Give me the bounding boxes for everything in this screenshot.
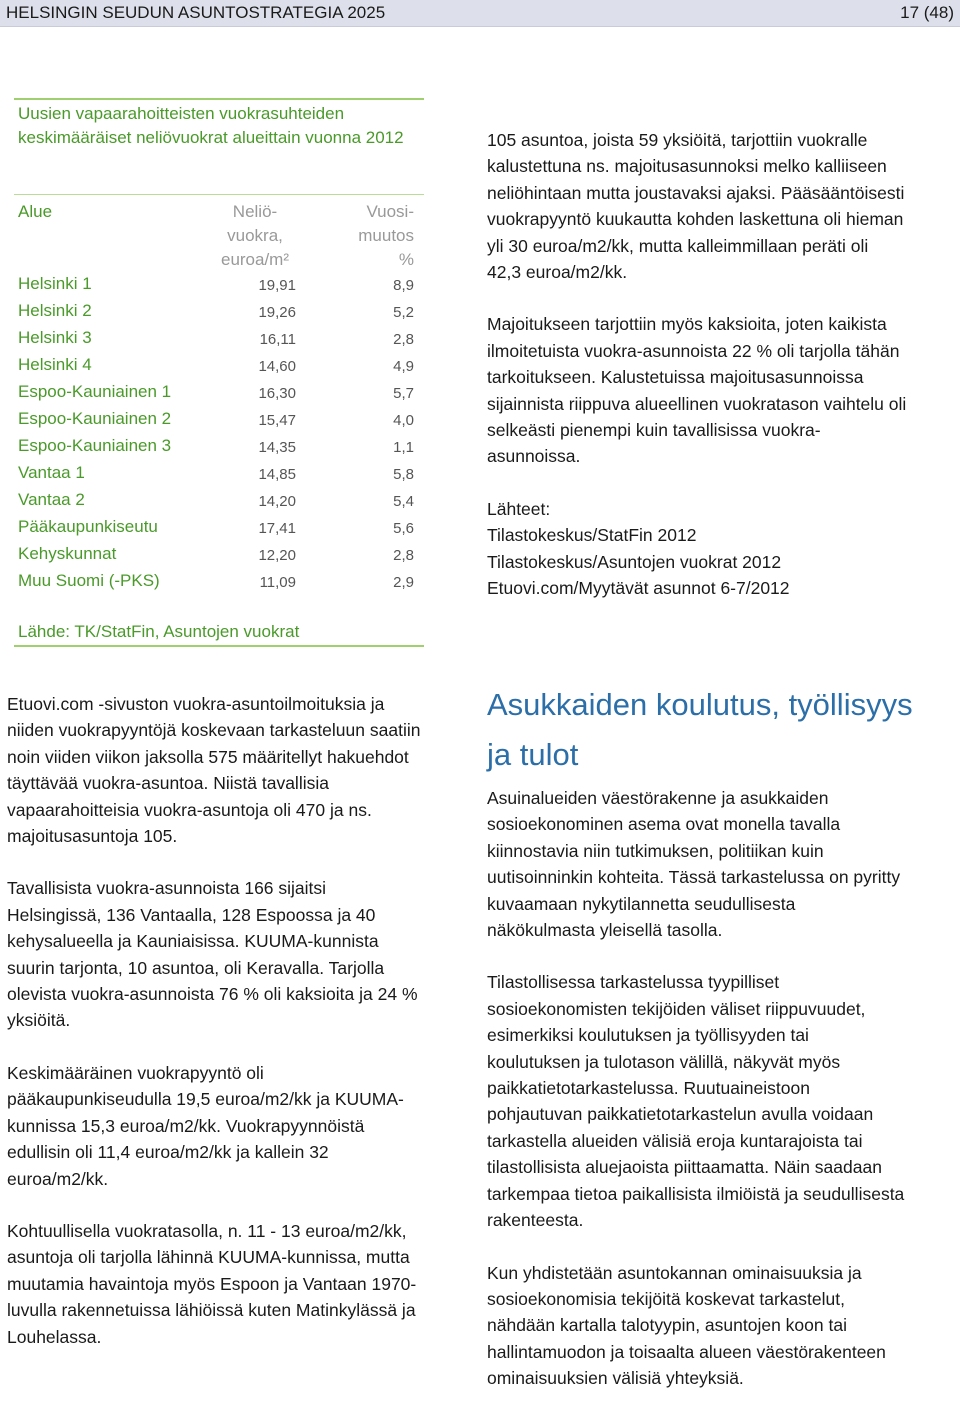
- row-rent: 15,47: [258, 412, 296, 429]
- source-item: Tilastokeskus/StatFin 2012: [487, 525, 697, 546]
- row-change: 5,4: [393, 493, 414, 510]
- row-rent: 17,41: [258, 520, 296, 537]
- document-title: HELSINGIN SEUDUN ASUNTOSTRATEGIA 2025: [6, 3, 386, 22]
- table-row: [14, 434, 424, 461]
- row-area: Helsinki 4: [18, 355, 92, 374]
- column-header-change-line3: %: [398, 250, 414, 269]
- row-change: 2,8: [393, 331, 414, 348]
- sources-label: Lähteet:: [487, 498, 551, 519]
- row-rent: 19,26: [258, 304, 296, 321]
- row-area: Espoo-Kauniainen 1: [18, 382, 172, 401]
- table-source: Lähde: TK/StatFin, Asuntojen vuokrat: [18, 622, 300, 641]
- table-top-rule: [14, 98, 424, 100]
- row-rent: 14,85: [258, 466, 296, 483]
- paragraph: Kohtuullisella vuokratasolla, n. 11 - 13 euroa/m2/kk, asuntoja oli tarjolla lähinnä KUUMA-kunnissa, mutta muutamia havaintoja myös Espoon ja Vantaan 1970-luvulla rakennetuissa lähiöissä kuten Matinkylässä ja Louhelassa.: [7, 1220, 417, 1347]
- row-rent: 12,20: [258, 547, 296, 564]
- row-rent: 14,20: [258, 493, 296, 510]
- rent-table: [14, 98, 424, 658]
- table-row: [14, 461, 424, 488]
- row-area: Kehyskunnat: [18, 544, 117, 563]
- row-rent: 16,30: [258, 385, 296, 402]
- row-area: Muu Suomi (-PKS): [18, 571, 160, 590]
- row-area: Espoo-Kauniainen 2: [18, 409, 172, 428]
- section-heading: Asukkaiden koulutus, työllisyys ja tulot: [487, 687, 913, 772]
- column-header-change: [314, 200, 414, 272]
- paragraph: Tavallisista vuokra-asunnoista 166 sijaitsi Helsingissä, 136 Vantaalla, 128 Espoossa ja 40 kehysalueella ja Kauniaisissa. KUUMA-kunnista suurin tarjonta, 10 asuntoa, oli Keravalla. Tarjolla olevista vuokra-asunnoista 76 % oli kaksioita ja 24 % yksiöitä.: [7, 878, 418, 1031]
- row-change: 2,8: [393, 547, 414, 564]
- column-header-rent: [210, 200, 300, 272]
- paragraph: Keskimääräinen vuokrapyyntö oli pääkaupunkiseudulla 19,5 euroa/m2/kk ja KUUMA-kunnissa 15,3 euroa/m2/kk. Vuokrapyynnöistä edullisin oli 11,4 euroa/m2/kk ja kallein 32 euroa/m2/kk.: [7, 1062, 404, 1189]
- paragraph: Majoitukseen tarjottiin myös kaksioita, joten kaikista ilmoitetuista vuokra-asunnoista 22 % oli tarjolla tähän tarkoitukseen. Kalustetuissa majoitusasunnoissa sijainnista riippuva alueellinen vuokratason vaihtelu oli selkeästi pienempi kuin tavallisissa vuokra-asunnoissa.: [487, 314, 907, 467]
- table-row: [14, 353, 424, 380]
- row-area: Pääkaupunkiseutu: [18, 517, 158, 536]
- paragraph: Tilastollisessa tarkastelussa tyypilliset sosioekonomisten tekijöiden väliset riippuvuudet, esimerkiksi koulutuksen ja työllisyyden tai koulutuksen ja tulotason välillä, näkyvät myös paikkatietotarkastelussa. Ruutuaineistoon pohjautuvan paikkatietotarkastelun avulla voidaan tarkastella alueiden välisiä eroja kuntarajoista tai tilastollisista aluejaoista piittaamatta. Näin saadaan tarkempaa tietoa paikallisista ilmiöistä ja seudullisesta rakenteesta.: [487, 972, 905, 1231]
- sources-list: [487, 496, 907, 602]
- table-row: [14, 326, 424, 353]
- row-change: 1,1: [393, 439, 414, 456]
- table-header-rule: [14, 194, 424, 195]
- column-header-rent-line3: euroa/m²: [220, 250, 290, 269]
- table-row: [14, 299, 424, 326]
- source-item: Etuovi.com/Myytävät asunnot 6-7/2012: [487, 578, 790, 599]
- table-title: Uusien vapaarahoitteisten vuokrasuhteiden keskimääräiset neliövuokrat alueittain vuonna 2012: [18, 104, 404, 147]
- column-header-change-line2: muutos: [358, 226, 414, 245]
- column-header-area: Alue: [18, 202, 53, 221]
- table-row: [14, 380, 424, 407]
- row-area: Helsinki 3: [18, 328, 92, 347]
- paragraph: Asuinalueiden väestörakenne ja asukkaiden sosioekonominen asema ovat monella tavalla kiinnostavia niin tutkimuksen, politiikan kuin uutisoinninkin kohteita. Tässä tarkastelussa on pyritty kuvaamaan nykytilannetta seudullisesta näkökulmasta yleisellä tasolla.: [487, 788, 901, 941]
- row-rent: 11,09: [259, 574, 296, 591]
- page-header: [0, 0, 960, 27]
- row-change: 8,9: [393, 277, 414, 294]
- table-row: [14, 488, 424, 515]
- row-area: Espoo-Kauniainen 3: [18, 436, 172, 455]
- table-row: [14, 542, 424, 569]
- row-rent: 14,35: [258, 439, 296, 456]
- table-body: [14, 272, 424, 596]
- row-change: 5,6: [393, 520, 414, 537]
- row-rent: 14,60: [258, 358, 296, 375]
- page-number: 17 (48): [900, 3, 954, 22]
- paragraph: Etuovi.com -sivuston vuokra-asuntoilmoituksia ja niiden vuokrapyyntöjä koskevaan tarkasteluun saatiin noin viiden viikon jaksolla 575 määritellyt hakuehdot täyttävää vuokra-asuntoa. Niistä tavallisia vapaarahoitteisia vuokra-asuntoja oli 470 ja ns. majoitusasuntoja 105.: [7, 694, 421, 847]
- source-item: Tilastokeskus/Asuntojen vuokrat 2012: [487, 551, 782, 572]
- table-row: [14, 272, 424, 299]
- table-row: [14, 515, 424, 542]
- column-header-rent-line2: vuokra,: [227, 226, 283, 245]
- row-area: Vantaa 1: [18, 463, 85, 482]
- row-area: Helsinki 2: [18, 301, 92, 320]
- table-row: [14, 569, 424, 596]
- right-text-column-top: [487, 127, 907, 602]
- row-area: Helsinki 1: [18, 274, 92, 293]
- paragraph: Kun yhdistetään asuntokannan ominaisuuksia ja sosioekonomisia tekijöitä koskevat tarkastelut, nähdään kartalla talotyypin, asuntojen koon tai hallintamuodon ja toisaalta alueen väestörakenteen ominaisuuksien välisiä yhteyksiä.: [487, 1262, 886, 1389]
- column-header-change-line1: Vuosi-: [366, 202, 414, 221]
- row-change: 4,0: [393, 412, 414, 429]
- row-change: 5,2: [393, 304, 414, 321]
- row-change: 5,7: [393, 385, 414, 402]
- row-area: Vantaa 2: [18, 490, 85, 509]
- row-rent: 16,11: [259, 331, 296, 348]
- column-header-rent-line1: Neliö-: [232, 202, 278, 221]
- left-text-column: [7, 691, 422, 1376]
- table-row: [14, 407, 424, 434]
- table-bottom-rule: [14, 645, 424, 647]
- right-text-column-bottom: [487, 785, 907, 1418]
- paragraph: 105 asuntoa, joista 59 yksiöitä, tarjottiin vuokralle kalustettuna ns. majoitusasunnoksi melko kalliiseen neliöhintaan mutta joustavaksi ajaksi. Pääsääntöisesti vuokrapyyntö kuukautta kohden laskettuna oli hieman yli 30 euroa/m2/kk, mutta kalleimmillaan peräti oli 42,3 euroa/m2/kk.: [487, 130, 905, 283]
- row-change: 2,9: [393, 574, 414, 591]
- row-rent: 19,91: [258, 277, 296, 294]
- row-change: 5,8: [393, 466, 414, 483]
- row-change: 4,9: [393, 358, 414, 375]
